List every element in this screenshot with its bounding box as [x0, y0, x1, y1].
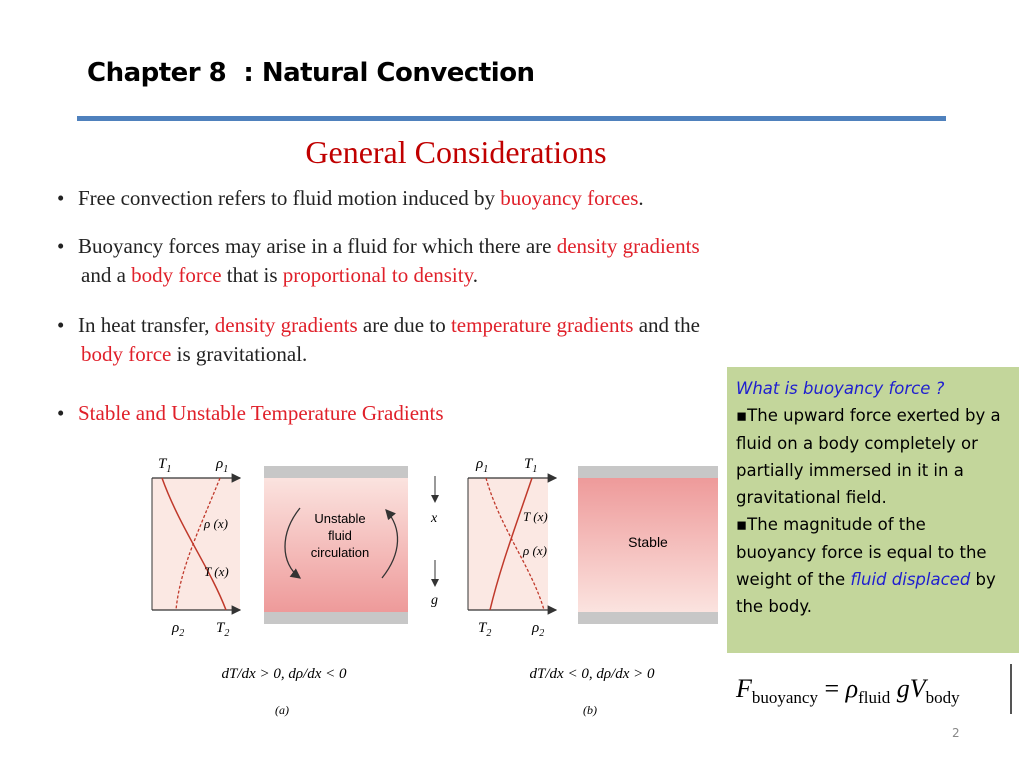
highlighted-term: density gradients	[556, 234, 700, 258]
bullet-marker: •	[57, 401, 65, 425]
highlighted-term: proportional to density	[282, 263, 473, 287]
highlighted-term: Stable and Unstable Temperature Gradients	[78, 401, 444, 425]
text-run: .	[638, 186, 644, 210]
text-run: that is	[221, 263, 283, 287]
text-run: is gravitational.	[171, 342, 308, 366]
temperature-gradient-figure	[140, 448, 720, 720]
label-a-t-curve: T (x)	[204, 564, 229, 579]
highlighted-term: density gradients	[214, 313, 358, 337]
info-question: What is buoyancy force ?	[736, 379, 945, 398]
text-run: In heat transfer,	[78, 313, 215, 337]
label-a-bottom-left: $\rho_2$	[172, 620, 185, 639]
info-emphasis: fluid displaced	[850, 570, 971, 590]
bullet-marker: •	[57, 313, 65, 337]
x-axis-label: x	[431, 511, 438, 526]
label-b-rho-curve: ρ (x)	[523, 543, 547, 558]
bullet-text-line-1	[78, 232, 700, 261]
label-a-top-right: $\rho_1$	[216, 456, 229, 475]
bullet-text	[78, 399, 444, 428]
box-a-label-line-1: Unstable	[314, 511, 366, 526]
text-run: and a	[81, 263, 132, 287]
highlighted-term: buoyancy forces	[500, 186, 639, 210]
text-run: Free convection refers to fluid motion induced by	[78, 186, 501, 210]
label-a-top-left: $T_1$	[158, 456, 172, 475]
text-run: Buoyancy forces may arise in a fluid for which there are	[78, 234, 557, 258]
buoyancy-formula: $F_{buoyancy} = \rho_{fluid}$ $gV_{body}$	[727, 664, 1012, 714]
bullet-marker: •	[57, 186, 65, 210]
gravity-label: g	[431, 593, 438, 608]
bullet-text-line-2	[81, 261, 478, 290]
highlighted-term: temperature gradients	[450, 313, 634, 337]
label-b-bottom-left: $T_2$	[478, 620, 492, 639]
bullet-text-line-2	[81, 340, 307, 369]
box-a-label-line-3: circulation	[310, 545, 370, 560]
highlighted-term: body force	[81, 342, 172, 366]
label-b-top-right: $T_1$	[524, 456, 538, 475]
plot-a	[152, 478, 240, 610]
page-number: 2	[952, 726, 960, 740]
buoyancy-info-box	[727, 367, 1019, 653]
caption-b: (b)	[583, 703, 597, 717]
title-divider	[77, 116, 946, 121]
label-a-bottom-right: $T_2$	[216, 620, 230, 639]
label-a-rho-curve: ρ (x)	[204, 516, 228, 531]
info-point-1: ▪The upward force exerted by a fluid on a body completely or partially immersed in it in a gravitational field.	[736, 406, 1001, 508]
text-run: .	[472, 263, 478, 287]
text-run: and the	[633, 313, 700, 337]
highlighted-term: body force	[131, 263, 222, 287]
label-b-bottom-right: $\rho_2$	[532, 620, 545, 639]
label-b-t-curve: T (x)	[523, 509, 548, 524]
box-b-label: Stable	[628, 534, 668, 550]
bullet-marker: •	[57, 234, 65, 258]
label-b-top-left: $\rho_1$	[476, 456, 489, 475]
caption-a: (a)	[275, 703, 289, 717]
bullet-text-line-1	[78, 311, 700, 340]
section-heading: General Considerations	[305, 134, 607, 170]
bullet-text	[78, 184, 644, 213]
info-point-2: ▪The magnitude of the buoyancy force is equal to the weight of the fluid displaced by the body.	[736, 515, 996, 617]
condition-b: dT/dx < 0, dρ/dx > 0	[529, 666, 655, 682]
text-run: are due to	[357, 313, 451, 337]
box-a-label-line-2: fluid	[328, 528, 352, 543]
slide-title: Chapter 8 : Natural Convection	[87, 58, 535, 88]
condition-a: dT/dx > 0, dρ/dx < 0	[221, 666, 347, 682]
